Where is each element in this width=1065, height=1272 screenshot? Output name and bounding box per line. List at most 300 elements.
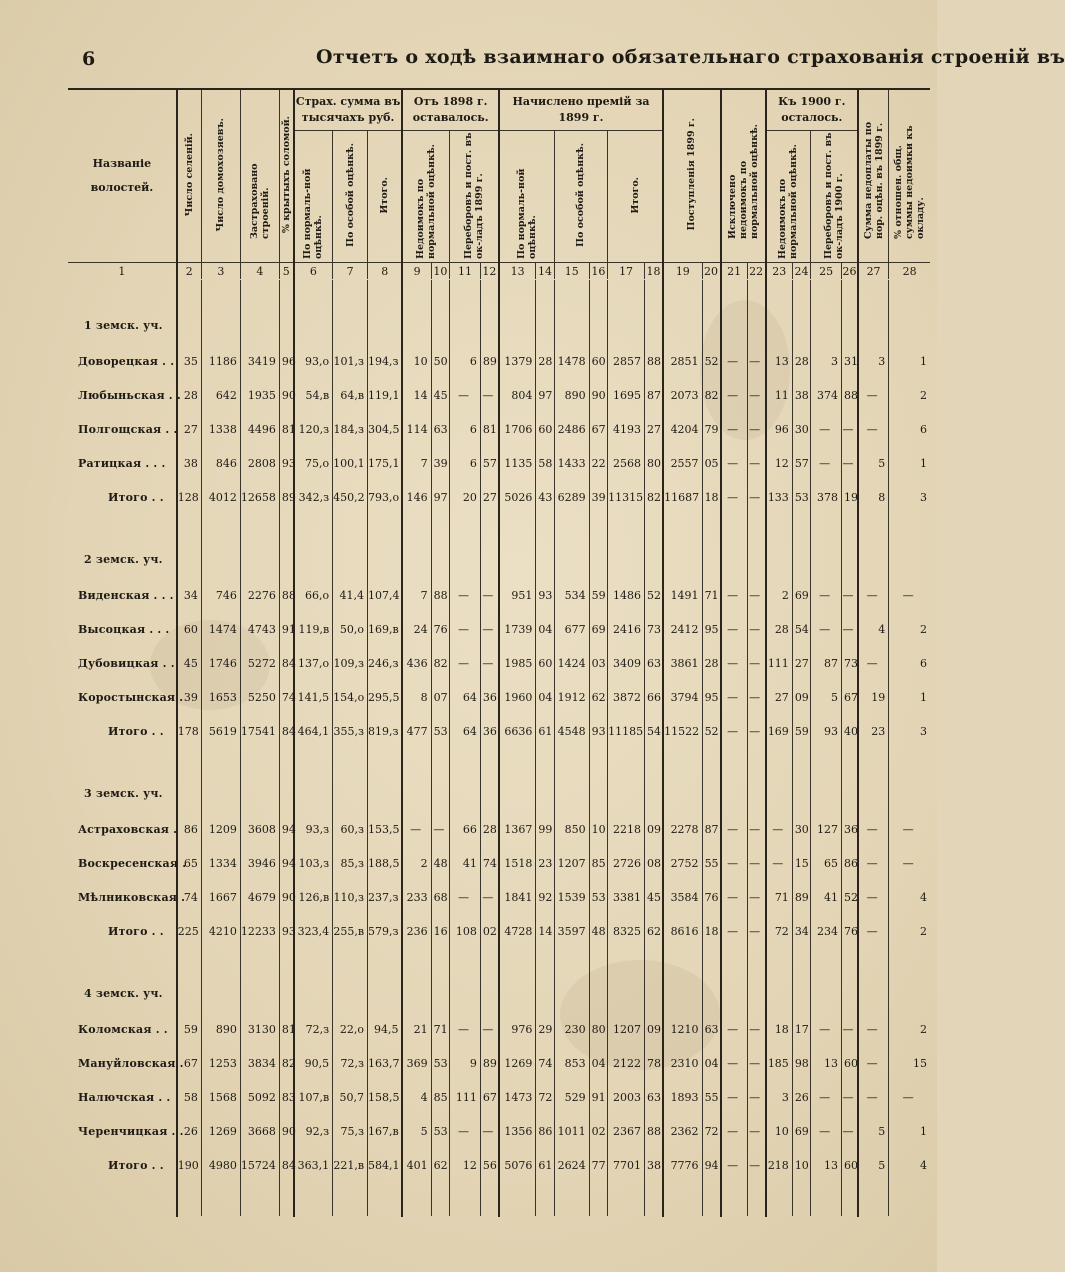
table-cell: — [747,880,765,914]
table-cell: 4679 [240,880,279,914]
empty-cell [499,514,536,540]
table-cell: 90 [279,1114,293,1148]
volost-name: Полгощская . . [78,422,178,436]
table-cell: 53 [431,1114,449,1148]
table-cell: 29 [536,1012,554,1046]
table-cell: 10 [792,1148,810,1182]
table-cell: 66 [645,680,664,714]
empty-cell [431,774,449,812]
table-cell: 65 [811,846,842,880]
table-cell: 94 [279,812,293,846]
table-cell: — [747,344,765,378]
empty-cell [279,974,293,1012]
column-number: 8 [368,263,403,280]
column-number: 17 [608,263,645,280]
table-cell: 355,з [333,714,368,748]
empty-cell [431,748,449,774]
empty-cell [450,280,481,307]
empty-cell [279,514,293,540]
table-cell: 91 [279,612,293,646]
table-cell: — [721,714,748,748]
empty-cell [702,540,720,578]
empty-cell [858,974,889,1012]
table-cell: 1186 [201,344,240,378]
table-cell: 35 [177,344,202,378]
empty-cell [480,280,499,307]
table-cell: 2278 [663,812,702,846]
table-cell: 18 [702,914,720,948]
table-cell: 82 [645,480,664,514]
table-cell: 3584 [663,880,702,914]
table-cell: 45 [177,646,202,680]
table-cell: 2 [766,578,793,612]
table-cell: 1011 [554,1114,589,1148]
table-cell: 119,1 [368,378,403,412]
table-cell: 169 [766,714,793,748]
table-cell: — [747,714,765,748]
empty-cell [368,774,403,812]
volost-name: Воскресенская . [78,856,187,870]
table-cell: 218 [766,1148,793,1182]
table-cell: 7 [402,578,431,612]
volost-name: Доворецкая . . [78,354,175,368]
table-cell: 7701 [608,1148,645,1182]
empty-cell [201,540,240,578]
column-header-text: Итого. [629,176,641,214]
empty-cell [811,774,842,812]
empty-cell [68,1182,177,1216]
table-cell: — [721,680,748,714]
table-cell: 60 [536,646,554,680]
total-row [68,1148,930,1182]
table-cell: 3381 [608,880,645,914]
table-cell: 66,о [294,578,333,612]
table-cell: 1207 [608,1012,645,1046]
table-cell: 9 [450,1046,481,1080]
table-cell: 19 [858,680,889,714]
volost-name: Коломская . . [78,1022,168,1036]
empty-cell [811,540,842,578]
table-row [68,1046,930,1080]
table-cell: 88 [431,578,449,612]
table-cell: 28 [177,378,202,412]
empty-cell [811,948,842,974]
empty-cell [554,280,589,307]
table-cell: 746 [201,578,240,612]
table-cell: — [480,378,499,412]
table-cell: 109,з [333,646,368,680]
column-number: 22 [747,263,765,280]
table-cell: 120,з [294,412,333,446]
table-cell: — [450,1114,481,1148]
table-cell: 10 [766,1114,793,1148]
empty-cell [480,948,499,974]
total-row [68,914,930,948]
table-cell: 1 [889,446,930,480]
table-cell: 2808 [240,446,279,480]
empty-cell [645,974,664,1012]
empty-cell [402,280,431,307]
column-number: 1 [68,263,177,280]
table-cell: 62 [645,914,664,948]
empty-cell [842,974,858,1012]
group-header-strakh_group: Страх. сумма въ тысячахъ руб. [294,89,403,131]
table-cell: — [889,1080,930,1114]
empty-cell [608,514,645,540]
table-cell: 57 [480,446,499,480]
table-cell: 5 [858,1148,889,1182]
empty-cell [608,748,645,774]
empty-cell [333,948,368,974]
table-cell: — [721,446,748,480]
empty-cell [240,540,279,578]
table-cell: 2 [889,378,930,412]
empty-cell [177,1182,202,1216]
empty-cell [589,974,607,1012]
table-cell: 6289 [554,480,589,514]
empty-cell [431,974,449,1012]
table-cell: 158,5 [368,1080,403,1114]
table-cell: 50 [431,344,449,378]
empty-cell [721,540,748,578]
empty-cell [663,774,702,812]
empty-cell [663,306,702,344]
empty-cell [402,974,431,1012]
table-cell: — [747,412,765,446]
table-cell: 76 [702,880,720,914]
empty-cell [294,948,333,974]
table-cell: — [480,646,499,680]
volost-name: Высоцкая . . . [78,622,170,636]
empty-cell [431,540,449,578]
empty-cell [663,948,702,974]
table-cell: 342,з [294,480,333,514]
table-cell: 48 [589,914,607,948]
empty-cell [858,514,889,540]
empty-cell [333,540,368,578]
empty-cell [480,748,499,774]
table-cell: 36 [480,714,499,748]
table-cell: 41 [811,880,842,914]
table-cell: 5092 [240,1080,279,1114]
table-row [68,412,930,446]
table-cell: — [858,914,889,948]
table-cell: 93 [279,914,293,948]
table-cell: 60 [177,612,202,646]
empty-cell [889,948,930,974]
table-cell: 5250 [240,680,279,714]
table-cell: — [721,646,748,680]
table-cell: — [721,846,748,880]
table-cell: 94,5 [368,1012,403,1046]
table-cell: 255,в [333,914,368,948]
table-cell: 59 [792,714,810,748]
empty-cell [721,514,748,540]
table-cell: 20 [450,480,481,514]
table-cell: 18 [766,1012,793,1046]
empty-cell [333,1182,368,1216]
total-label: Итого . . [108,924,164,938]
table-row [68,880,930,914]
table-cell: 11185 [608,714,645,748]
empty-cell [663,1182,702,1216]
empty-cell [811,1182,842,1216]
table-cell: — [858,412,889,446]
empty-cell [499,280,536,307]
empty-cell [702,748,720,774]
empty-cell [858,540,889,578]
table-cell: 64 [450,680,481,714]
table-cell: 5 [402,1114,431,1148]
table-cell: 3794 [663,680,702,714]
empty-cell [608,774,645,812]
table-cell: 5619 [201,714,240,748]
table-cell: 103,з [294,846,333,880]
empty-cell [702,1182,720,1216]
empty-cell [792,974,810,1012]
table-cell: 74 [536,1046,554,1080]
table-cell: 8325 [608,914,645,948]
column-number: 9 [402,263,431,280]
column-number: 3 [201,263,240,280]
table-cell: — [480,1114,499,1148]
table-cell: — [450,880,481,914]
empty-cell [858,1182,889,1216]
table-cell: 141,5 [294,680,333,714]
table-cell: 85 [431,1080,449,1114]
empty-cell [811,974,842,1012]
empty-cell [554,974,589,1012]
column-header-c7 [333,131,368,263]
empty-cell [201,948,240,974]
empty-cell [645,1182,664,1216]
table-cell: 86 [536,1114,554,1148]
table-cell: 1518 [499,846,536,880]
table-cell: 74 [480,846,499,880]
table-cell: 6 [889,646,930,680]
table-cell: 43 [536,480,554,514]
empty-cell [589,948,607,974]
table-cell: 5 [858,1114,889,1148]
empty-cell [766,974,793,1012]
empty-cell [201,748,240,774]
table-cell: 119,в [294,612,333,646]
table-cell: 4210 [201,914,240,948]
table-cell: 1379 [499,344,536,378]
column-header-c21 [721,89,766,263]
table-cell: 36 [480,680,499,714]
table-cell: 804 [499,378,536,412]
table-cell: 71 [431,1012,449,1046]
table-cell: 1433 [554,446,589,480]
table-cell: 1739 [499,612,536,646]
table-cell: — [811,578,842,612]
table-cell: 90 [279,880,293,914]
name-header-line2: волостей. [90,181,154,194]
empty-cell [747,514,765,540]
column-header-text: Поступленія 1899 г. [686,118,698,231]
table-cell: 976 [499,1012,536,1046]
table-cell: 58 [177,1080,202,1114]
empty-cell [663,540,702,578]
column-header-c13 [499,131,554,263]
empty-cell [177,948,202,974]
table-cell: — [450,612,481,646]
empty-cell [702,280,720,307]
table-cell: 38 [177,446,202,480]
table-cell: 15724 [240,1148,279,1182]
table-cell: 890 [554,378,589,412]
table-cell: 60 [536,412,554,446]
table-cell: 34 [792,914,810,948]
column-header-c11 [450,131,499,263]
table-cell: 529 [554,1080,589,1114]
table-cell: 154,о [333,680,368,714]
table-cell: 4204 [663,412,702,446]
empty-cell [721,1182,748,1216]
table-cell: 71 [766,880,793,914]
table-cell: 76 [842,914,858,948]
empty-cell [333,974,368,1012]
empty-cell [536,948,554,974]
table-cell: 6636 [499,714,536,748]
empty-cell [889,974,930,1012]
column-header-c4 [240,89,279,263]
table-cell: 89 [279,480,293,514]
table-cell: — [450,578,481,612]
table-cell: 54 [792,612,810,646]
table-cell: 107,4 [368,578,403,612]
column-header-text: % крытыхъ соломой. [280,115,292,234]
empty-cell [279,280,293,307]
table-cell: — [480,1012,499,1046]
table-cell: 378 [811,480,842,514]
table-cell: 53 [431,1046,449,1080]
table-cell: 5 [811,680,842,714]
table-cell: 67 [480,1080,499,1114]
section-title: 2 земск. уч. [84,552,163,566]
table-cell: 2218 [608,812,645,846]
table-cell: 94 [702,1148,720,1182]
table-cell: 84 [279,646,293,680]
table-cell: 88 [645,1114,664,1148]
empty-cell [766,514,793,540]
table-cell: 2367 [608,1114,645,1148]
table-cell: 133 [766,480,793,514]
table-cell: 3668 [240,1114,279,1148]
name-header-line1: Названіе [92,157,152,170]
empty-cell [201,514,240,540]
table-cell: 225 [177,914,202,948]
empty-cell [792,540,810,578]
table-cell: 69 [589,612,607,646]
empty-cell [608,1182,645,1216]
group-header-k1900_group: Къ 1900 г. осталось. [766,89,858,131]
column-header-text: Недоимокъ по нормальной оцѣнкѣ. [415,144,438,259]
column-header-c28 [889,89,930,263]
table-cell: 78 [645,1046,664,1080]
table-cell: 2003 [608,1080,645,1114]
table-cell: 1653 [201,680,240,714]
table-cell: 53 [431,714,449,748]
table-cell: 50,7 [333,1080,368,1114]
table-cell: 26 [792,1080,810,1114]
table-cell: 80 [645,446,664,480]
table-cell: — [747,812,765,846]
table-row [68,446,930,480]
table-cell: 1893 [663,1080,702,1114]
table-cell: 88 [645,344,664,378]
table-cell: 27 [177,412,202,446]
column-header-c2 [177,89,202,263]
column-header-c27 [858,89,889,263]
table-cell: 60,з [333,812,368,846]
empty-cell [480,540,499,578]
column-header-text: По особой оцѣнкѣ. [344,143,356,247]
empty-cell [536,306,554,344]
empty-cell [68,748,177,774]
table-cell: 1356 [499,1114,536,1148]
table-cell: 2624 [554,1148,589,1182]
table-cell: 93 [589,714,607,748]
table-cell: 39 [431,446,449,480]
empty-cell [402,1182,431,1216]
table-cell: — [721,378,748,412]
empty-cell [858,748,889,774]
table-cell: 4012 [201,480,240,514]
column-number: 19 [663,263,702,280]
table-cell: 23 [536,846,554,880]
empty-cell [858,948,889,974]
table-cell: 55 [702,1080,720,1114]
empty-cell [889,540,930,578]
table-cell: — [842,446,858,480]
column-number: 24 [792,263,810,280]
empty-cell [792,948,810,974]
empty-cell [201,306,240,344]
empty-cell [766,280,793,307]
column-number: 6 [294,263,333,280]
empty-cell [554,540,589,578]
empty-cell [747,1182,765,1216]
page-title: Отчетъ о ходѣ взаимнаго обязательнаго страхованія строеній въ [316,46,1065,68]
table-cell: 4743 [240,612,279,646]
table-cell: 369 [402,1046,431,1080]
column-header-name [68,89,177,263]
table-cell: — [721,812,748,846]
table-cell: — [766,846,793,880]
empty-cell [747,540,765,578]
table-cell: 61 [536,714,554,748]
empty-cell [68,514,177,540]
empty-cell [294,514,333,540]
table-cell: — [450,646,481,680]
column-number: 2 [177,263,202,280]
empty-cell [450,948,481,974]
table-cell: 68 [431,880,449,914]
empty-cell [450,1182,481,1216]
empty-cell [702,514,720,540]
empty-cell [536,280,554,307]
table-cell: 38 [792,378,810,412]
table-cell: 4193 [608,412,645,446]
section-title: 3 земск. уч. [84,786,163,800]
table-cell: 12 [766,446,793,480]
table-cell: 3834 [240,1046,279,1080]
table-cell: 108 [450,914,481,948]
table-cell: 26 [177,1114,202,1148]
empty-cell [842,280,858,307]
